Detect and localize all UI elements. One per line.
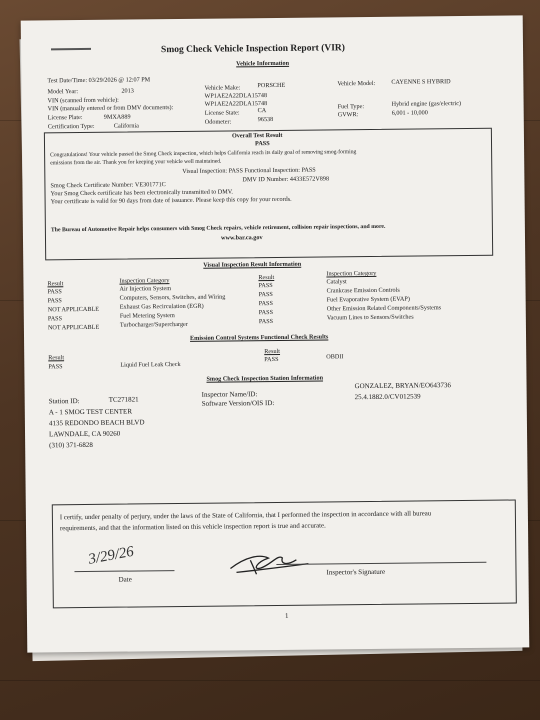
visual-right-result-2: PASS	[258, 291, 273, 299]
visual-category-header-left: Inspection Category	[119, 277, 170, 285]
certification-type-label: Certification Type:	[47, 122, 95, 131]
inspector-name-value: GONZALEZ, BRYAN/EO643736	[354, 381, 452, 391]
visual-functional-pass: Visual Inspection: PASS Functional Inspection: PASS	[182, 166, 316, 175]
gvwr-label: GVWR:	[337, 111, 359, 119]
visual-right-result-4: PASS	[258, 309, 274, 317]
license-plate-value: 9MXA889	[103, 113, 131, 121]
station-id-label: Station ID:	[48, 397, 80, 406]
visual-result-header-left: Result	[47, 280, 64, 288]
date-label: Date	[118, 575, 132, 584]
vehicle-make-value: PORSCHE	[257, 81, 286, 90]
vehicle-model-value: CAYENNE S HYBRID	[391, 78, 451, 86]
visual-right-result-5: PASS	[258, 318, 274, 326]
corner-mark	[51, 48, 91, 50]
vin-manual-value: WP1AE2A22DLA15748	[204, 100, 268, 108]
visual-inspection-heading: Visual Inspection Result Information	[203, 260, 302, 269]
visual-right-category-3: Fuel Evaporative System (EVAP)	[326, 295, 410, 304]
vin-scanned-label: VIN (scanned from vehicle):	[47, 96, 119, 105]
visual-right-result-1: PASS	[258, 282, 273, 290]
vehicle-info-heading: Vehicle Information	[236, 59, 290, 68]
handwritten-date: 3/29/26	[87, 543, 136, 568]
license-plate-label: License Plate:	[47, 114, 83, 122]
software-version-label: Software Version/OIS ID:	[201, 399, 275, 408]
page-number: 1	[284, 611, 289, 620]
station-id-value: TC271821	[108, 395, 139, 404]
license-state-label: License State:	[204, 109, 240, 117]
station-address: 4135 REDONDO BEACH BLVD	[48, 418, 145, 428]
odometer-value: 96538	[257, 116, 274, 124]
visual-left-result-5: NOT APPLICABLE	[47, 323, 100, 332]
station-info-heading: Smog Check Inspection Station Information	[206, 374, 324, 383]
odometer-label: Odometer:	[204, 118, 232, 126]
congrats-line-1: Congratulations! Your vehicle passed the Smog Check inspection, which helps California reach its daily goal of removing smog-forming	[50, 149, 357, 159]
model-year-value: 2013	[121, 87, 134, 95]
visual-left-category-5: Turbocharger/Supercharger	[119, 320, 188, 329]
bar-website[interactable]: www.bar.ca.gov	[220, 234, 263, 242]
validity-notice: Your certificate is valid for 90 days from date of issuance. Please keep this copy for your records.	[50, 195, 292, 206]
visual-result-header-right: Result	[258, 274, 275, 282]
functional-result-header-left: Result	[48, 354, 65, 362]
congrats-line-2: emissions from the air. Thank you for keeping your vehicle well maintained.	[50, 158, 222, 167]
gvwr-value: 6,001 - 10,000	[391, 109, 428, 117]
dmv-id-number: DMV ID Number: 4433E572V898	[242, 175, 330, 184]
visual-right-category-4: Other Emission Related Components/Systems	[326, 304, 442, 313]
functional-check-heading: Emission Control Systems Functional Check Results	[190, 333, 329, 342]
station-phone: (310) 371-6828	[49, 440, 93, 450]
smog-report-page	[21, 15, 530, 652]
test-datetime: Test Date/Time: 03/29/2026 @ 12:07 PM	[47, 76, 151, 85]
bar-notice: The Bureau of Automotive Repair helps consumers with Smog Check repairs, vehicle retirement, collision repair inspections, and more.	[50, 223, 386, 234]
functional-right-result: PASS	[264, 355, 279, 364]
fuel-type-label: Fuel Type:	[337, 103, 365, 111]
license-state-value: CA	[257, 107, 267, 115]
fuel-type-value: Hybrid engine (gas/electric)	[391, 100, 462, 108]
functional-left-category: Liquid Fuel Leak Check	[120, 360, 181, 369]
visual-right-category-1: Catalyst	[326, 278, 347, 286]
overall-result-heading: Overall Test Result	[231, 131, 283, 140]
certification-type-value: California	[113, 122, 139, 130]
functional-right-category: OBDII	[326, 353, 344, 361]
certify-line-1: I certify, under penalty of perjury, under the laws of the State of California, that I performed the inspection in accordance with all bureau	[59, 510, 432, 522]
vin-scanned-value: WP1AE2A22DLA15748	[204, 92, 268, 100]
visual-left-category-2: Computers, Sensors, Switches, and Wiring	[119, 293, 226, 302]
station-city: LAWNDALE, CA 90260	[48, 429, 121, 439]
overall-result-value: PASS	[254, 140, 270, 148]
software-version-value: 25.4.1882.0/CV012539	[354, 392, 421, 402]
vehicle-make-label: Vehicle Make:	[204, 84, 241, 92]
visual-left-result-3: NOT APPLICABLE	[47, 305, 100, 314]
certificate-number: Smog Check Certificate Number: VE301771C	[50, 181, 166, 190]
signature-label: Inspector's Signature	[326, 567, 386, 577]
functional-left-result: PASS	[48, 363, 63, 371]
visual-left-category-4: Fuel Metering System	[119, 312, 175, 320]
visual-left-result-2: PASS	[47, 297, 62, 305]
visual-category-header-right: Inspection Category	[326, 269, 377, 278]
certify-line-2: requirements, and that the information listed on this vehicle inspection report is true and accurate.	[59, 522, 326, 533]
vehicle-model-label: Vehicle Model:	[337, 79, 376, 88]
station-name: A - 1 SMOG TEST CENTER	[48, 407, 133, 417]
visual-left-result-4: PASS	[47, 315, 63, 323]
visual-left-result-1: PASS	[47, 288, 62, 296]
model-year-label: Model Year:	[47, 88, 79, 96]
visual-right-result-3: PASS	[258, 300, 273, 308]
functional-result-header-right: Result	[264, 347, 281, 356]
visual-left-category-1: Air Injection System	[119, 285, 172, 293]
visual-left-category-3: Exhaust Gas Recirculation (EGR)	[119, 302, 204, 311]
visual-right-category-2: Crankcase Emission Controls	[326, 286, 400, 295]
vin-manual-label: VIN (manually entered or from DMV documents):	[47, 104, 174, 113]
transmitted-notice: Your Smog Check certificate has been electronically transmitted to DMV.	[50, 188, 233, 198]
inspector-name-label: Inspector Name/ID:	[201, 390, 258, 399]
visual-right-category-5: Vacuum Lines to Sensors/Switches	[326, 313, 414, 322]
report-title: Smog Check Vehicle Inspection Report (VIR)	[160, 43, 346, 56]
